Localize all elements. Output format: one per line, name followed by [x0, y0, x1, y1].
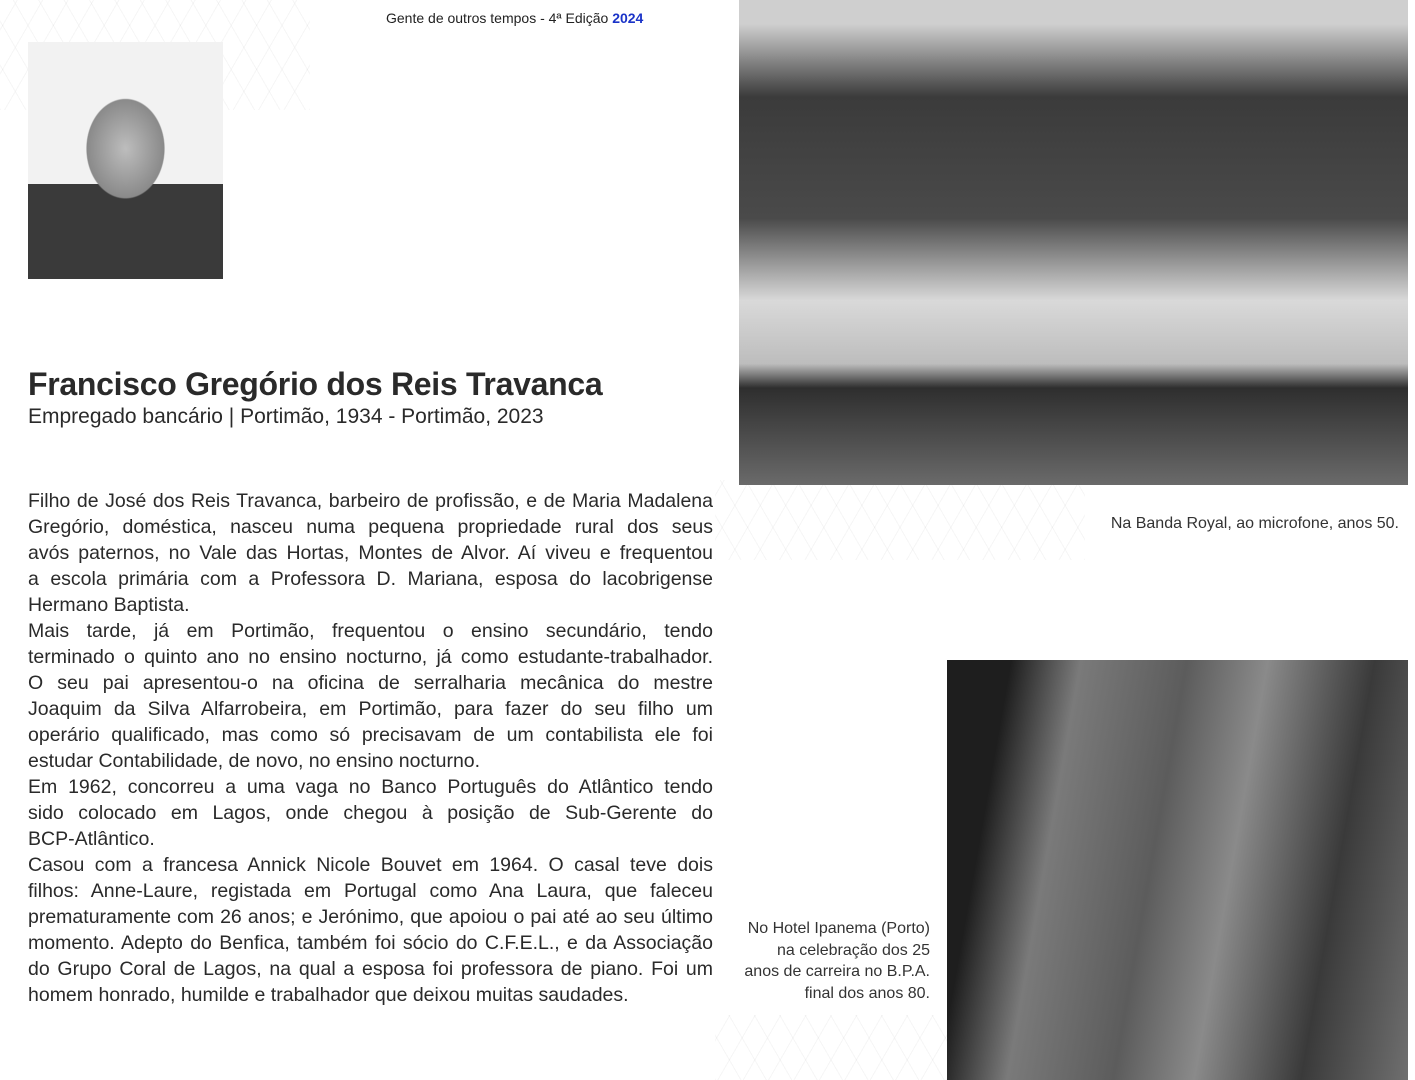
text-line: prematuramente com 26 anos; e Jerónimo, que apoiou o pai até ao seu último: [28, 906, 713, 928]
text-line: filhos: Anne-Laure, registada em Portugal como Ana Laura, que faleceu: [28, 880, 713, 902]
text-line: Filho de José dos Reis Travanca, barbeiro de profissão, e de Maria Madalena: [28, 490, 713, 512]
text-line: O seu pai apresentou-o na oficina de serralharia mecânica do mestre: [28, 672, 713, 694]
background-pattern: [715, 480, 1085, 560]
text-line: BCP-Atlântico.: [28, 828, 155, 850]
hotel-ipanema-photo: [947, 660, 1408, 1080]
text-line: sido colocado em Lagos, onde chegou à posição de Sub-Gerente do: [28, 802, 713, 824]
text-line: a escola primária com a Professora D. Mariana, esposa do lacobrigense: [28, 568, 713, 590]
header-title: Gente de outros tempos - 4ª Edição: [386, 10, 609, 26]
text-line: Hermano Baptista.: [28, 594, 190, 616]
paragraph: [28, 618, 713, 774]
text-line: Gregório, doméstica, nasceu numa pequena propriedade rural dos seus: [28, 516, 713, 538]
text-line: Em 1962, concorreu a uma vaga no Banco Português do Atlântico tendo: [28, 776, 713, 798]
text-line: terminado o quinto ano no ensino nocturno, já como estudante-trabalhador.: [28, 646, 713, 668]
header-year: 2024: [612, 10, 644, 26]
person-name: Francisco Gregório dos Reis Travanca: [28, 366, 603, 402]
text-line: Joaquim da Silva Alfarrobeira, em Portimão, para fazer do seu filho um: [28, 698, 713, 720]
caption-line: anos de carreira no B.P.A.: [744, 963, 930, 980]
text-line: homem honrado, humilde e trabalhador que deixou muitas saudades.: [28, 984, 629, 1006]
portrait-photo: [28, 42, 223, 279]
text-line: estudar Contabilidade, de novo, no ensino nocturno.: [28, 750, 481, 772]
background-pattern: [715, 1015, 947, 1080]
caption-line: final dos anos 80.: [804, 984, 930, 1002]
caption-line: No Hotel Ipanema (Porto): [747, 920, 930, 937]
caption-line: na celebração dos 25: [777, 941, 930, 959]
paragraph: [28, 852, 713, 1008]
paragraph: [28, 774, 713, 852]
text-line: Mais tarde, já em Portimão, frequentou o ensino secundário, tendo: [28, 620, 713, 642]
band-royal-photo: [739, 0, 1408, 485]
paragraph: [28, 488, 713, 618]
hotel-photo-caption: [735, 918, 930, 1004]
text-line: momento. Adepto do Benfica, também foi sócio do C.F.E.L., e da Associação: [28, 932, 713, 954]
person-subtitle: Empregado bancário | Portimão, 1934 - Portimão, 2023: [28, 405, 544, 428]
publication-header: [386, 10, 643, 26]
text-line: avós paternos, no Vale das Hortas, Montes de Alvor. Aí viveu e frequentou: [28, 542, 713, 564]
text-line: do Grupo Coral de Lagos, na qual a esposa foi professora de piano. Foi um: [28, 958, 713, 980]
text-line: operário qualificado, mas como só precisavam de um contabilista ele foi: [28, 724, 713, 746]
biography-text: [28, 488, 713, 1008]
text-line: Casou com a francesa Annick Nicole Bouvet em 1964. O casal teve dois: [28, 854, 713, 876]
band-photo-caption: Na Banda Royal, ao microfone, anos 50.: [1110, 515, 1399, 532]
